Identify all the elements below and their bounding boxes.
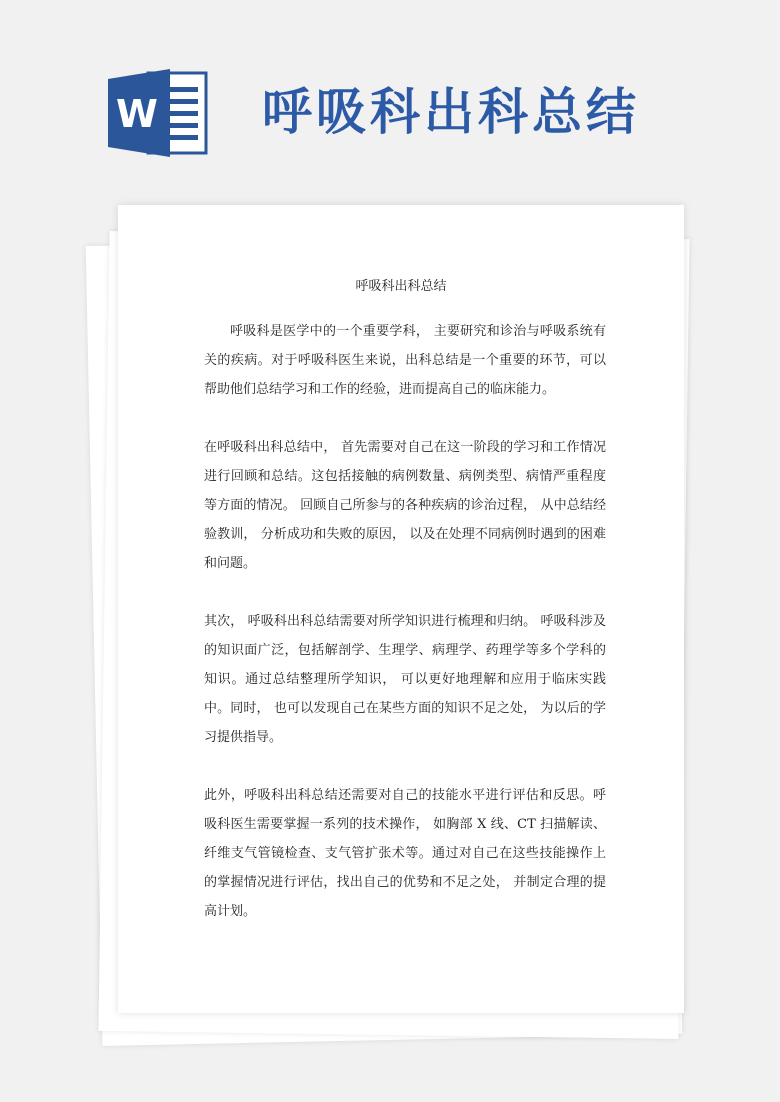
word-logo-letter: W [116, 92, 158, 136]
document-page [118, 205, 684, 1013]
paragraph-skills: 此外，呼吸科出科总结还需要对自己的技能水平进行评估和反思。呼吸科医生需要掌握一系列的技术操作， 如胸部 X 线、CT 扫描解读、纤维支气管镜检查、支气管扩张术等。通过对自己在这些技能操作上的掌握情况进行评估，找出自己的优势和不足之处， 并制定合理的提高计划。 [204, 788, 606, 919]
banner-header [0, 0, 780, 200]
paragraph-review: 在呼吸科出科总结中， 首先需要对自己在这一阶段的学习和工作情况进行回顾和总结。这包括接触的病例数量、病例类型、病情严重程度等方面的情况。 回顾自己所参与的各种疾病的诊治过程， 从中总结经验教训， 分析成功和失败的原因， 以及在处理不同病例时遇到的困难和问题。 [204, 440, 606, 571]
document-title: 呼吸科出科总结 [355, 279, 447, 294]
paragraph-knowledge: 其次， 呼吸科出科总结需要对所学知识进行梳理和归纳。 呼吸科涉及的知识面广泛，包括解剖学、生理学、病理学、药理学等多个学科的知识。通过总结整理所学知识， 可以更好地理解和应用于临床实践中。同时， 也可以发现自己在某些方面的知识不足之处， 为以后的学习提供指导。 [204, 614, 606, 745]
document-preview [94, 205, 690, 1045]
banner-title: 呼吸科出科总结 [262, 83, 640, 141]
word-icon [108, 69, 208, 157]
document-body [204, 317, 606, 955]
paragraph-intro: 呼吸科是医学中的一个重要学科， 主要研究和诊治与呼吸系统有关的疾病。对于呼吸科医生来说，出科总结是一个重要的环节，可以帮助他们总结学习和工作的经验，进而提高自己的临床能力。 [204, 324, 606, 397]
